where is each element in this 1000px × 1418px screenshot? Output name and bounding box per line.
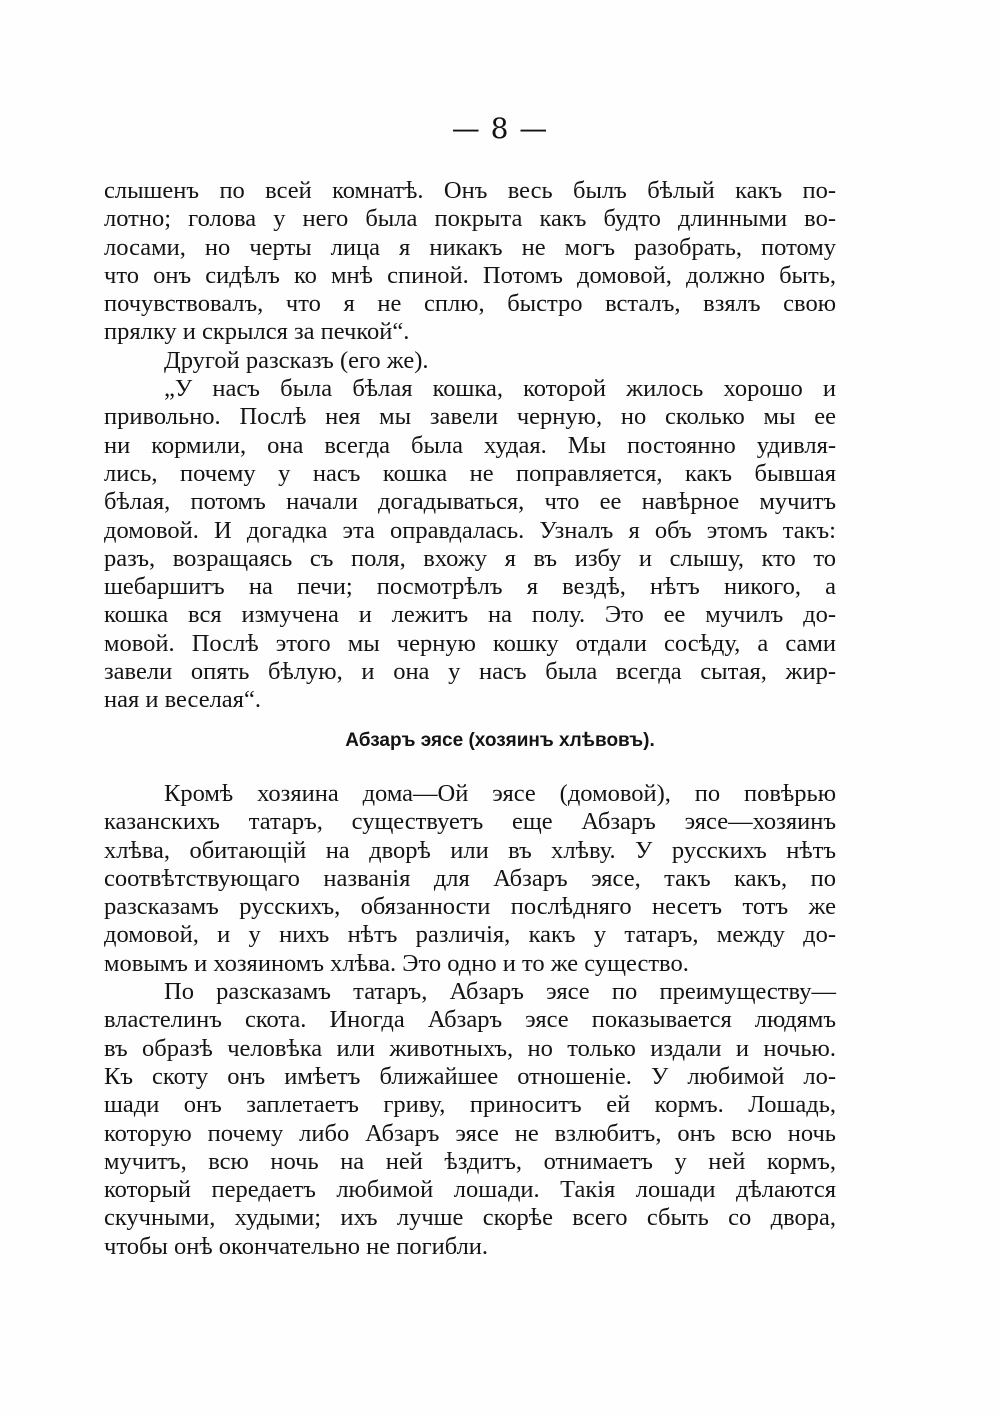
text-line: кошка вся измучена и лежитъ на полу. Это ее мучилъ до- (104, 601, 836, 629)
text-block-bottom (104, 780, 836, 1261)
text-line: разсказамъ русскихъ, обязанности послѣдняго несетъ тотъ же (104, 893, 836, 921)
section-heading: Абзаръ эясе (хозяинъ хлѣвовъ). (345, 730, 655, 751)
text-line: шебаршитъ на печи; посмотрѣлъ я вездѣ, нѣтъ никого, а (104, 573, 836, 601)
text-line: въ образѣ человѣка или животныхъ, но только издали и ночью. (104, 1034, 836, 1062)
text-line: что онъ сидѣлъ ко мнѣ спиной. Потомъ домовой, должно быть, (104, 261, 836, 289)
text-block-top (104, 177, 836, 715)
text-line: властелинъ скота. Иногда Абзаръ эясе показывается людямъ (104, 1006, 836, 1034)
text-line: слышенъ по всей комнатѣ. Онъ весь былъ бѣлый какъ по- (104, 177, 836, 204)
text-line: домовой. И догадка эта оправдалась. Узналъ я объ этомъ такъ: (104, 516, 836, 544)
text-line: домовой, и у нихъ нѣтъ различія, какъ у татаръ, между до- (104, 921, 836, 949)
text-line: По разсказамъ татаръ, Абзаръ эясе по преимуществу— (164, 978, 836, 1006)
text-line: лосами, но черты лица я никакъ не могъ разобрать, потому (104, 233, 836, 261)
text-line: разъ, возращаясь съ поля, вхожу я въ избу и слышу, кто то (104, 544, 836, 572)
text-line: который передаетъ любимой лошади. Такія лошади дѣлаются (104, 1176, 836, 1204)
text-line: скучными, худыми; ихъ лучше скорѣе всего сбыть со двора, (104, 1204, 836, 1232)
text-line: лотно; голова у него была покрыта какъ будто длинными во- (104, 205, 836, 233)
text-line: Кромѣ хозяина дома—Ой эясе (домовой), по повѣрью (164, 780, 836, 807)
text-line: лись, почему у насъ кошка не поправляется, какъ бывшая (104, 459, 836, 487)
text-line: Другой разсказъ (его же). (164, 346, 429, 374)
page-number: — 8 — (451, 112, 549, 145)
text-line: мовой. Послѣ этого мы черную кошку отдали сосѣду, а сами (104, 629, 836, 657)
text-line: „У насъ была бѣлая кошка, которой жилось хорошо и (164, 375, 836, 403)
text-line: чтобы онѣ окончательно не погибли. (104, 1232, 489, 1260)
text-line: прялку и скрылся за печкой“. (104, 318, 410, 346)
text-line: которую почему либо Абзаръ эясе не взлюбитъ, онъ всю ночь (104, 1119, 836, 1147)
text-line: Къ скоту онъ имѣетъ ближайшее отношеніе. У любимой ло- (104, 1062, 836, 1090)
text-line: привольно. Послѣ нея мы завели черную, но сколько мы ее (104, 403, 836, 431)
text-line: хлѣва, обитающій на дворѣ или въ хлѣву. У русскихъ нѣтъ (104, 836, 836, 864)
text-line: почувствовалъ, что я не сплю, быстро всталъ, взялъ свою (104, 290, 836, 318)
text-line: ная и веселая“. (104, 686, 261, 714)
text-line: мучитъ, всю ночь на ней ѣздитъ, отнимаетъ у ней кормъ, (104, 1147, 836, 1175)
text-line: завели опять бѣлую, и она у насъ была всегда сытая, жир- (104, 658, 836, 686)
text-line: шади онъ заплетаетъ гриву, приноситъ ей кормъ. Лошадь, (104, 1091, 836, 1119)
text-line: ни кормили, она всегда была худая. Мы постоянно удивля- (104, 431, 836, 459)
text-line: бѣлая, потомъ начали догадываться, что ее навѣрное мучитъ (104, 488, 836, 516)
text-line: соотвѣтствующаго названія для Абзаръ эясе, такъ какъ, по (104, 864, 836, 892)
text-line: мовымъ и хозяиномъ хлѣва. Это одно и то же существо. (104, 949, 689, 977)
text-line: казанскихъ татаръ, существуетъ еще Абзаръ эясе—хозяинъ (104, 808, 836, 836)
